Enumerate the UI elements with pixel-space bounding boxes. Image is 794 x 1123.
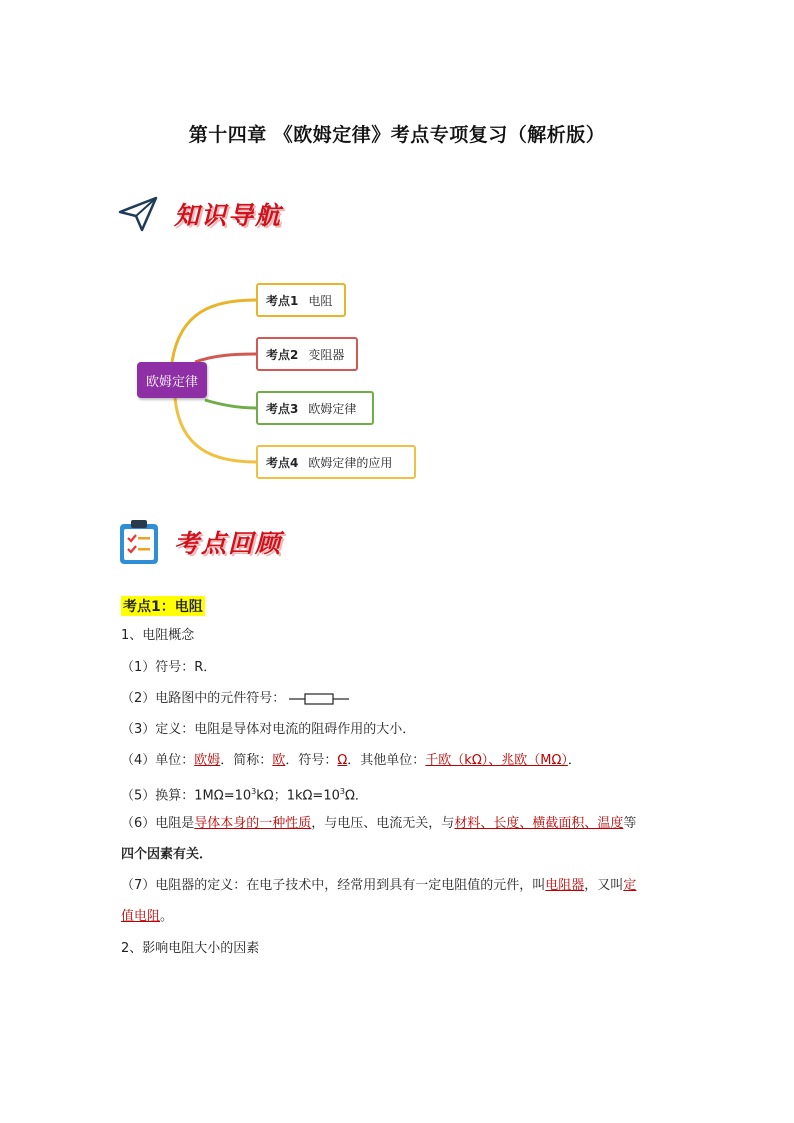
mindmap-node-3	[256, 391, 374, 425]
mindmap-node-key: 考点3	[266, 401, 299, 416]
line-resistor-def: （7）电阻器的定义：在电子技术中，经常用到具有一定电阻值的元件，叫电阻器，又叫定	[121, 878, 637, 893]
mindmap-node-key: 考点2	[266, 347, 299, 362]
line-conversion: （5）换算：$1M\Omega=10^3k\Omega$；$1k\Omega=10^3\Omega$．	[121, 787, 368, 804]
line-resistor-def-cont: 值电阻。	[121, 909, 174, 924]
mindmap-node-label: 电阻	[308, 293, 333, 308]
line-units: （4）单位：欧姆．简称：欧．符号：Ω．其他单位：千欧（kΩ）、兆欧（MΩ）．	[121, 753, 581, 768]
mindmap-node-label: 欧姆定律的应用	[308, 455, 393, 470]
mindmap	[0, 270, 794, 490]
section-header-nav	[118, 196, 358, 240]
section-title-nav: 知识导航	[174, 201, 283, 230]
paper-plane-icon	[118, 196, 158, 232]
page-title: 第十四章 《欧姆定律》考点专项复习（解析版）	[188, 124, 606, 146]
line-property-cont: 四个因素有关．	[121, 847, 213, 862]
heading-1: 1、电阻概念	[121, 628, 195, 643]
heading-2: 2、影响电阻大小的因素	[121, 941, 260, 956]
mindmap-node-label: 欧姆定律	[308, 401, 357, 416]
section-header-review	[118, 518, 358, 562]
topic-tag: 考点1：电阻	[121, 596, 205, 616]
mindmap-node-key: 考点1	[266, 293, 299, 308]
mindmap-node-4	[256, 445, 416, 479]
mindmap-node-2	[256, 337, 358, 371]
line-property: （6）电阻是导体本身的一种性质，与电压、电流无关，与材料、长度、横截面积、温度等	[121, 816, 637, 831]
mindmap-center-node: 欧姆定律	[137, 362, 207, 398]
mindmap-node-key: 考点4	[266, 455, 299, 470]
resistor-symbol-icon	[289, 692, 349, 706]
line-symbol: （1）符号：R．	[121, 660, 217, 675]
line-definition: （3）定义：电阻是导体对电流的阻碍作用的大小．	[121, 722, 416, 737]
section-title-review: 考点回顾	[174, 529, 283, 558]
mindmap-node-label: 变阻器	[308, 347, 345, 362]
clipboard-checklist-icon	[118, 518, 160, 566]
line-circuit-symbol: （2）电路图中的元件符号：	[121, 690, 349, 708]
mindmap-node-1	[256, 283, 346, 317]
